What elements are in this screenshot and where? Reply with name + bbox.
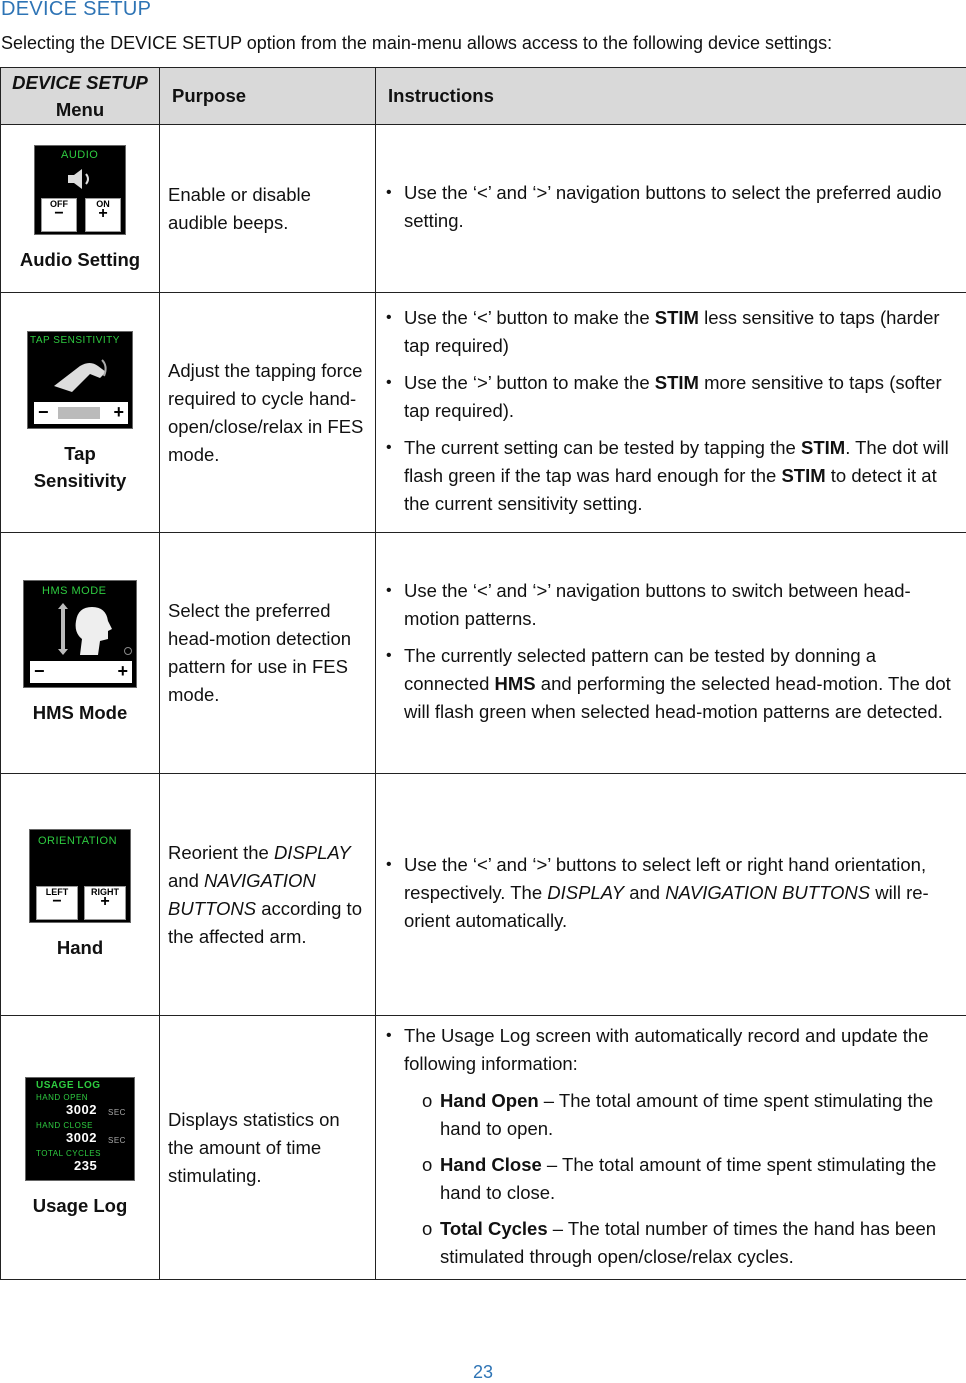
list-item: • Use the ‘<’ and ‘>’ navigation buttons to select the preferred audio setting. <box>386 179 956 235</box>
list-item: • Use the ‘>’ button to make the STIM more sensitive to taps (softer tap required). <box>386 369 956 425</box>
instructions-usage <box>376 1016 966 1280</box>
purpose-hand: Reorient the DISPLAY and NAVIGATION BUTTONS according to the affected arm. <box>160 774 376 1016</box>
list-item: • The Usage Log screen with automatically record and update the following information: <box>386 1022 956 1078</box>
icon-caption: HMS MODE <box>42 585 107 597</box>
table-row <box>1 533 966 774</box>
header-instructions-label: Instructions <box>388 85 494 106</box>
menu-label-tap-line2: Sensitivity <box>33 470 127 491</box>
menu-label-usage: Usage Log <box>32 1194 128 1216</box>
table-row <box>1 774 966 1016</box>
icon-caption: ORIENTATION <box>38 834 118 847</box>
page-number: 23 <box>472 1362 494 1382</box>
icon-on-button: ON + <box>85 198 121 232</box>
orientation-screen-icon <box>29 829 131 923</box>
menu-cell-hms <box>1 533 160 774</box>
header-menu <box>1 68 160 125</box>
table-row <box>1 125 966 293</box>
menu-label-hms: HMS Mode <box>32 702 128 723</box>
hms-mode-screen-icon <box>23 580 137 688</box>
instructions-tap <box>376 293 966 533</box>
speaker-icon <box>65 166 95 192</box>
purpose-usage: Displays statistics on the amount of time stimulating. <box>160 1016 376 1280</box>
icon-off-button: OFF − <box>41 198 77 232</box>
header-purpose <box>160 68 376 125</box>
menu-cell-usage <box>1 1016 160 1280</box>
table-row <box>1 1016 966 1280</box>
icon-left-button: LEFT − <box>36 886 78 920</box>
list-item: • The currently selected pattern can be tested by donning a connected HMS and performing the selected head-motion. The dot will flash green when selected head-motion patterns are detected. <box>386 642 956 726</box>
icon-caption: AUDIO <box>61 148 99 161</box>
status-dot <box>124 647 132 655</box>
purpose-tap: Adjust the tapping force required to cycle hand-open/close/relax in FES mode. <box>160 293 376 533</box>
list-item: • Use the ‘<’ and ‘>’ navigation buttons to switch between head-motion patterns. <box>386 577 956 633</box>
header-menu-line2: Menu <box>55 99 105 120</box>
table-header-row <box>1 68 966 125</box>
menu-label-audio: Audio Setting <box>19 248 141 270</box>
intro-text: Selecting the DEVICE SETUP option from the main-menu allows access to the following device settings: <box>1 33 833 53</box>
menu-cell-audio <box>1 125 160 293</box>
usage-log-screen-icon: USAGE LOG HAND OPEN 3002 SEC HAND CLOSE 3002 SEC TOTAL CYCLES 235 <box>25 1077 135 1181</box>
head-motion-icon <box>50 603 120 657</box>
hms-slider: − + <box>30 661 132 683</box>
icon-right-button: RIGHT + <box>84 886 126 920</box>
purpose-hms: Select the preferred head-motion detection pattern for use in FES mode. <box>160 533 376 774</box>
header-menu-line1: DEVICE SETUP <box>12 72 148 93</box>
icon-caption: USAGE LOG <box>36 1079 101 1091</box>
list-item: o Hand Open – The total amount of time spent stimulating the hand to open. <box>422 1087 956 1143</box>
icon-caption: TAP SENSITIVITY <box>30 335 120 346</box>
list-item: • Use the ‘<’ and ‘>’ buttons to select left or right hand orientation, respectively. The DISPLAY and NAVIGATION BUTTONS will re-orient automatically. <box>386 851 956 935</box>
device-setup-table <box>0 67 966 1280</box>
tap-sensitivity-screen-icon <box>27 331 133 429</box>
instructions-hand <box>376 774 966 1016</box>
list-item: o Total Cycles – The total number of times the hand has been stimulated through open/close/relax cycles. <box>422 1215 956 1271</box>
menu-cell-hand <box>1 774 160 1016</box>
section-heading: DEVICE SETUP <box>1 0 152 20</box>
menu-label-hand: Hand <box>56 936 104 958</box>
list-item: • Use the ‘<’ button to make the STIM less sensitive to taps (harder tap required) <box>386 304 956 360</box>
purpose-audio: Enable or disable audible beeps. <box>160 125 376 293</box>
header-instructions <box>376 68 966 125</box>
instructions-audio <box>376 125 966 293</box>
audio-screen-icon <box>34 145 126 235</box>
header-purpose-label: Purpose <box>172 85 247 106</box>
sensitivity-slider: − + <box>34 402 128 424</box>
menu-label-tap-line1: Tap <box>64 443 96 464</box>
menu-cell-tap <box>1 293 160 533</box>
instructions-hms <box>376 533 966 774</box>
table-row <box>1 293 966 533</box>
list-item: o Hand Close – The total amount of time spent stimulating the hand to close. <box>422 1151 956 1207</box>
list-item: • The current setting can be tested by tapping the STIM. The dot will flash green if the tap was hard enough for the STIM to detect it at the current sensitivity setting. <box>386 434 956 518</box>
hand-tap-icon <box>50 352 114 398</box>
